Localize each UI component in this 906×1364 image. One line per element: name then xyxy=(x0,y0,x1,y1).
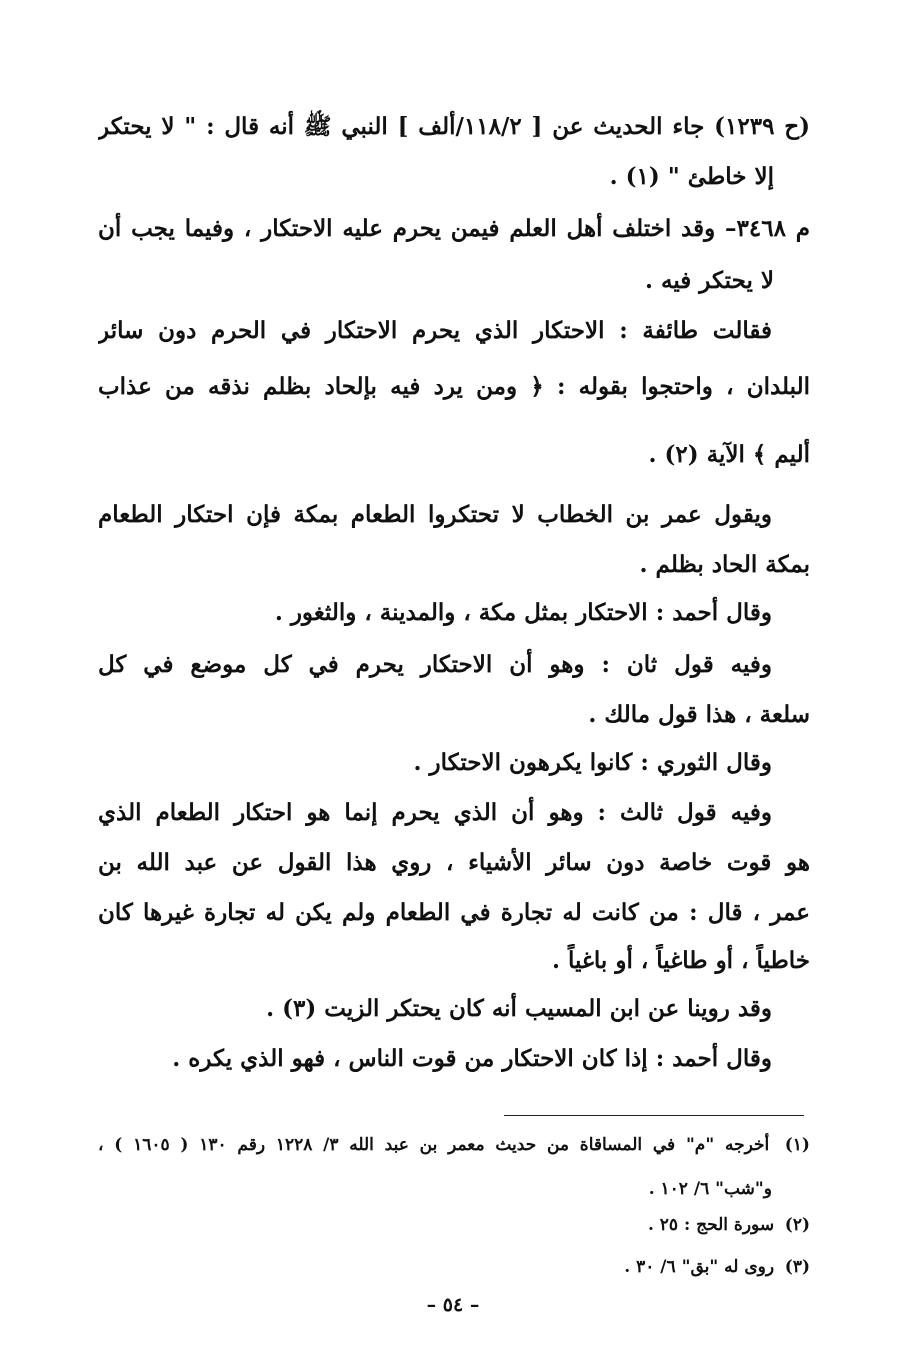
footnote-separator xyxy=(504,1115,804,1116)
body-line-18: وقد روينا عن ابن المسيب أنه كان يحتكر الزيت (٣) . xyxy=(266,995,772,1022)
body-line-8: ويقول عمر بن الخطاب لا تحتكروا الطعام بمكة فإن احتكار الطعام xyxy=(98,501,772,528)
body-line-12: سلعة ، هذا قول مالك . xyxy=(588,701,810,728)
body-line-6: البلدان ، واحتجوا بقوله : ﴿ ومن يرد فيه بإلحاد بظلم نذقه من عذاب xyxy=(98,373,810,400)
body-line-2: إلا خاطئ " (١) . xyxy=(609,163,774,190)
body-line-11: وفيه قول ثان : وهو أن الاحتكار يحرم في كل موضع في كل xyxy=(98,651,772,678)
body-line-3: م ٣٤٦٨– وقد اختلف أهل العلم فيمن يحرم عليه الاحتكار ، وفيما يجب أن xyxy=(98,215,810,242)
body-line-13: وقال الثوري : كانوا يكرهون الاحتكار . xyxy=(413,749,772,776)
body-line-17: خاطياً ، أو طاغياً ، أو باغياً . xyxy=(551,947,810,974)
footnote-3 xyxy=(98,1254,810,1280)
footnote-number: (١) xyxy=(784,1135,810,1155)
page-number: – ٥٤ – xyxy=(426,1294,480,1316)
body-line-19: وقال أحمد : إذا كان الاحتكار من قوت الناس ، فهو الذي يكره . xyxy=(172,1045,772,1072)
body-line-14: وفيه قول ثالث : وهو أن الذي يحرم إنما هو احتكار الطعام الذي xyxy=(98,799,772,826)
body-line-5: فقالت طائفة : الاحتكار الذي يحرم الاحتكار في الحرم دون سائر xyxy=(98,317,772,344)
footnote-text: أخرجه "م" في المساقاة من حديث معمر بن عبد الله ٣/ ١٢٢٨ رقم ١٣٠ ( ١٦٠٥ ) ، xyxy=(98,1135,770,1155)
body-line-1: (ح ١٢٣٩) جاء الحديث عن [ ١١٨/٢/ألف ] النبي ﷺ أنه قال : " لا يحتكر xyxy=(98,113,810,140)
body-line-16: عمر ، قال : من كانت له تجارة في الطعام ولم يكن له تجارة غيرها كان xyxy=(98,899,810,926)
footnote-text: سورة الحج : ٢٥ . xyxy=(647,1215,775,1235)
footnote-2 xyxy=(98,1212,810,1238)
body-line-4: لا يحتكر فيه . xyxy=(645,267,774,294)
body-line-15: هو قوت خاصة دون سائر الأشياء ، روي هذا القول عن عبد الله بن xyxy=(98,849,810,876)
body-line-10: وقال أحمد : الاحتكار بمثل مكة ، والمدينة ، والثغور . xyxy=(274,599,772,626)
footnote-number: (٢) xyxy=(784,1215,810,1235)
body-line-9: بمكة الحاد بظلم . xyxy=(639,551,810,578)
footnote-text: و"شب" ٦/ ١٠٢ . xyxy=(648,1179,772,1199)
footnote-number: (٣) xyxy=(784,1257,810,1277)
footnote-1-continuation xyxy=(98,1176,810,1202)
footnote-text: روى له "بق" ٦/ ٣٠ . xyxy=(624,1257,775,1277)
body-line-7: أليم ﴾ الآية (٢) . xyxy=(648,441,810,468)
footnote-1 xyxy=(98,1132,810,1158)
